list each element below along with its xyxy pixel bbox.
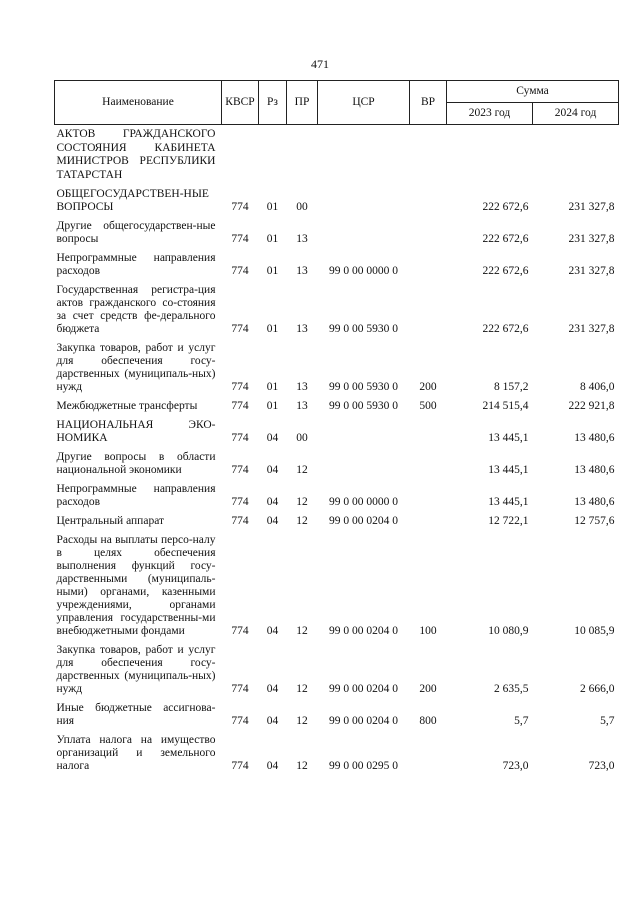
table-row (55, 731, 619, 776)
cell-rz: 04 (266, 464, 279, 476)
cell-y2024: 13 480,6 (574, 464, 615, 476)
cell-pr: 12 (296, 464, 308, 476)
cell-y2023: 13 445,1 (488, 496, 529, 508)
table-row (55, 641, 619, 699)
cell-csr: 99 0 00 0000 0 (329, 265, 398, 277)
cell-rz: 04 (266, 515, 279, 527)
table-row (55, 397, 619, 416)
cell-csr (318, 416, 410, 448)
header-row (55, 81, 619, 103)
cell-name: Другие общегосударствен-ные вопросы (56, 220, 216, 245)
cell-vr: 500 (419, 400, 437, 412)
cell-vr (410, 249, 447, 281)
cell-rz: 01 (266, 323, 279, 335)
cell-rz (259, 125, 287, 186)
header-kvsr: КВСР (222, 81, 259, 125)
cell-y2024: 5,7 (600, 715, 615, 727)
cell-pr: 13 (296, 265, 308, 277)
cell-csr (318, 125, 410, 186)
cell-csr: 99 0 00 5930 0 (329, 381, 398, 393)
cell-vr (410, 480, 447, 512)
cell-csr: 99 0 00 0295 0 (329, 760, 398, 772)
page-number: 471 (311, 57, 329, 71)
table-row (55, 531, 619, 641)
cell-csr: 99 0 00 0204 0 (329, 683, 398, 695)
cell-y2023: 214 515,4 (482, 400, 529, 412)
cell-pr: 12 (296, 760, 308, 772)
cell-vr: 100 (419, 625, 437, 637)
cell-kvsr: 774 (231, 265, 249, 277)
cell-kvsr: 774 (231, 432, 249, 444)
cell-rz: 04 (266, 496, 279, 508)
cell-pr: 13 (296, 233, 308, 245)
cell-y2024: 2 666,0 (580, 683, 615, 695)
table-row (55, 281, 619, 339)
cell-kvsr: 774 (231, 496, 249, 508)
cell-name: Иные бюджетные ассигнова-ния (56, 702, 216, 727)
cell-y2023 (447, 125, 533, 186)
cell-y2024: 723,0 (588, 760, 615, 772)
table-row (55, 512, 619, 531)
cell-y2024: 13 480,6 (574, 432, 615, 444)
cell-rz: 01 (266, 265, 279, 277)
cell-name: АКТОВ ГРАЖДАНСКОГО СОСТОЯНИЯ КАБИНЕТА МИНИСТРОВ РЕСПУБЛИКИ ТАТАРСТАН (56, 128, 216, 181)
header-vr: ВР (410, 81, 447, 125)
cell-pr: 12 (296, 625, 308, 637)
cell-kvsr: 774 (231, 683, 249, 695)
cell-rz: 04 (266, 432, 279, 444)
cell-kvsr: 774 (231, 625, 249, 637)
cell-rz: 04 (266, 683, 279, 695)
cell-kvsr: 774 (231, 515, 249, 527)
cell-y2023: 12 722,1 (488, 515, 529, 527)
cell-y2024: 231 327,8 (568, 265, 615, 277)
cell-vr: 800 (419, 715, 437, 727)
cell-y2024: 231 327,8 (568, 233, 615, 245)
cell-vr (410, 512, 447, 531)
cell-name: Закупка товаров, работ и услуг для обеспечения госу-дарственных (муниципаль-ных) нужд (56, 342, 216, 393)
cell-kvsr: 774 (231, 381, 249, 393)
cell-y2024: 222 921,8 (568, 400, 615, 412)
table-row (55, 249, 619, 281)
header-csr: ЦСР (318, 81, 410, 125)
cell-rz: 01 (266, 201, 279, 213)
cell-y2023: 8 157,2 (494, 381, 529, 393)
cell-kvsr (222, 125, 259, 186)
cell-y2023: 222 672,6 (482, 323, 529, 335)
cell-pr: 12 (296, 496, 308, 508)
budget-table (54, 80, 619, 776)
header-sum: Сумма (447, 81, 619, 103)
cell-rz: 04 (266, 625, 279, 637)
cell-y2023: 10 080,9 (488, 625, 529, 637)
cell-rz: 04 (266, 760, 279, 772)
cell-vr (410, 217, 447, 249)
cell-vr: 200 (419, 683, 437, 695)
cell-vr (410, 448, 447, 480)
cell-pr: 13 (296, 381, 308, 393)
cell-name: Расходы на выплаты персо-налу в целях обеспечения выполнения функций госу-дарственными (муниципаль-ными) органами, казенными учреждениями, органами управления государственны-ми внебюджетными фондами (56, 534, 216, 637)
cell-y2024: 12 757,6 (574, 515, 615, 527)
cell-name: Межбюджетные трансферты (56, 400, 198, 412)
cell-y2024: 8 406,0 (580, 381, 615, 393)
cell-pr: 12 (296, 715, 308, 727)
header-year-2023: 2023 год (447, 103, 533, 125)
cell-vr (410, 185, 447, 217)
cell-csr: 99 0 00 5930 0 (329, 323, 398, 335)
cell-vr: 200 (419, 381, 437, 393)
header-rz: Рз (259, 81, 287, 125)
cell-y2024 (533, 125, 619, 186)
cell-csr (318, 217, 410, 249)
cell-pr: 00 (296, 432, 308, 444)
cell-kvsr: 774 (231, 760, 249, 772)
cell-rz: 01 (266, 381, 279, 393)
cell-kvsr: 774 (231, 323, 249, 335)
cell-csr: 99 0 00 5930 0 (329, 400, 398, 412)
cell-pr: 13 (296, 323, 308, 335)
cell-name: НАЦИОНАЛЬНАЯ ЭКО-НОМИКА (56, 419, 216, 444)
table-row (55, 480, 619, 512)
cell-kvsr: 774 (231, 464, 249, 476)
cell-rz: 04 (266, 715, 279, 727)
cell-y2023: 222 672,6 (482, 201, 529, 213)
cell-vr (410, 125, 447, 186)
cell-y2024: 231 327,8 (568, 323, 615, 335)
header-year-2024: 2024 год (533, 103, 619, 125)
cell-y2023: 222 672,6 (482, 233, 529, 245)
cell-csr: 99 0 00 0204 0 (329, 515, 398, 527)
cell-name: Уплата налога на имущество организаций и земельного налога (56, 734, 216, 772)
header-pr: ПР (287, 81, 318, 125)
table-body (55, 125, 619, 777)
table-row (55, 416, 619, 448)
cell-y2023: 5,7 (514, 715, 529, 727)
table-row (55, 339, 619, 397)
cell-rz: 01 (266, 400, 279, 412)
cell-vr (410, 416, 447, 448)
cell-vr (410, 731, 447, 776)
cell-kvsr: 774 (231, 715, 249, 727)
table-row (55, 125, 619, 186)
cell-pr: 12 (296, 683, 308, 695)
table-row (55, 699, 619, 731)
table-row (55, 448, 619, 480)
cell-kvsr: 774 (231, 201, 249, 213)
header-name: Наименование (55, 81, 222, 125)
cell-pr (287, 125, 318, 186)
table-row (55, 185, 619, 217)
cell-y2023: 2 635,5 (494, 683, 529, 695)
cell-name: Закупка товаров, работ и услуг для обеспечения госу-дарственных (муниципаль-ных) нужд (56, 644, 216, 695)
cell-kvsr: 774 (231, 233, 249, 245)
cell-name: Государственная регистра-ция актов гражданского со-стояния за счет средств фе-дерального бюджета (56, 284, 216, 335)
cell-y2023: 222 672,6 (482, 265, 529, 277)
cell-pr: 00 (296, 201, 308, 213)
cell-csr: 99 0 00 0204 0 (329, 715, 398, 727)
cell-vr (410, 281, 447, 339)
cell-csr (318, 185, 410, 217)
table-row (55, 217, 619, 249)
cell-y2024: 231 327,8 (568, 201, 615, 213)
cell-rz: 01 (266, 233, 279, 245)
cell-y2023: 723,0 (502, 760, 529, 772)
cell-name: Непрограммные направления расходов (56, 252, 216, 277)
cell-pr: 12 (296, 515, 308, 527)
cell-pr: 13 (296, 400, 308, 412)
cell-y2024: 13 480,6 (574, 496, 615, 508)
cell-kvsr: 774 (231, 400, 249, 412)
cell-y2023: 13 445,1 (488, 464, 529, 476)
cell-y2023: 13 445,1 (488, 432, 529, 444)
cell-name: Центральный аппарат (56, 515, 165, 527)
cell-csr: 99 0 00 0000 0 (329, 496, 398, 508)
cell-name: Непрограммные направления расходов (56, 483, 216, 508)
cell-y2024: 10 085,9 (574, 625, 615, 637)
cell-csr (318, 448, 410, 480)
cell-csr: 99 0 00 0204 0 (329, 625, 398, 637)
cell-name: Другие вопросы в области национальной экономики (56, 451, 216, 476)
cell-name: ОБЩЕГОСУДАРСТВЕН-НЫЕ ВОПРОСЫ (56, 188, 209, 213)
